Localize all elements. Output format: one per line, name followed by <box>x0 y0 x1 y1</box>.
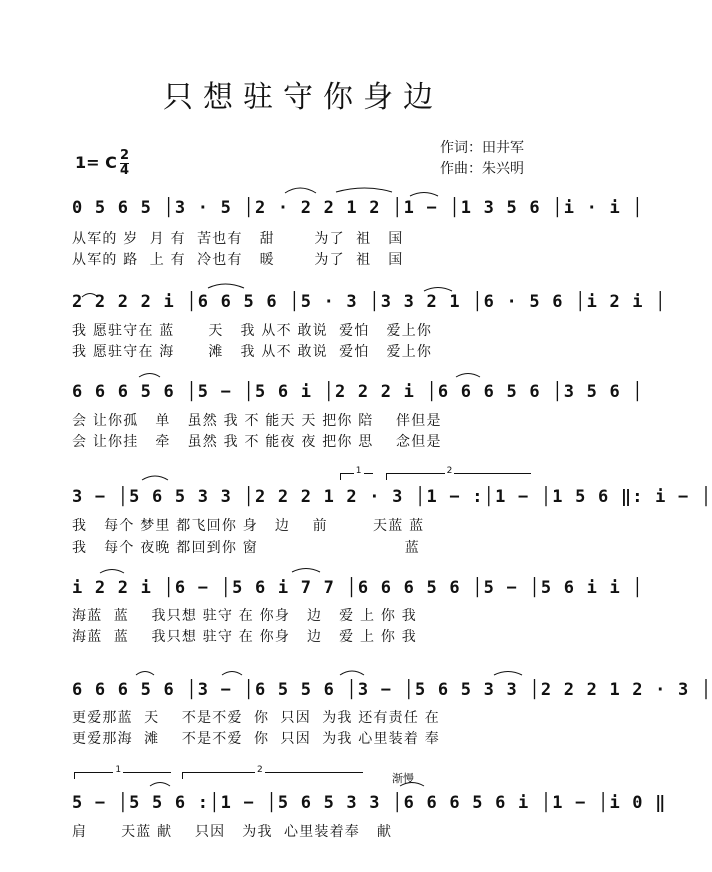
time-signature-bottom: 4 <box>120 163 130 178</box>
lyric-verse-2: 海蓝 蓝 我只想 驻守 在 你身 边 爱 上 你 我 <box>72 629 417 645</box>
time-signature <box>120 149 129 177</box>
first-ending-number: 1 <box>115 765 122 775</box>
composer: 作曲：朱兴明 <box>440 161 524 177</box>
lyric-verse-1: 肩 天蓝 献 只因 为我 心里装着奉 献 <box>72 824 393 840</box>
notes-line: 3 − │5 6 5 3 3 │2 2 2 1 2 · 3 │1 − :│1 − │1 5 6 ‖: i − │ <box>72 487 712 507</box>
lyric-verse-1: 我 愿驻守在 蓝 天 我 从不 敢说 爱怕 爱上你 <box>72 323 433 339</box>
slur <box>424 288 452 292</box>
slur <box>136 672 154 676</box>
slur <box>142 476 168 480</box>
notes-line: i 2 2 i │6 − │5 6 i 7 7 │6 6 6 5 6 │5 − │5 6 i i │ <box>72 578 644 598</box>
lyric-verse-2: 从军的 路 上 有 冷也有 暖 为了 祖 国 <box>72 252 404 268</box>
second-ending-number: 2 <box>257 765 263 775</box>
lyric-verse-1: 会 让你孤 单 虽然 我 不 能天 天 把你 陪 伴但是 <box>72 413 442 429</box>
notes-line: 2 2 2 2 i │6 6 5 6 │5 · 3 │3 3 2 1 │6 · 5 6 │i 2 i │ <box>72 292 667 312</box>
slur <box>292 569 320 573</box>
first-ending-number: 1 <box>355 466 362 476</box>
lyric-verse-1: 从军的 岁 月 有 苦也有 甜 为了 祖 国 <box>72 231 404 247</box>
song-title: 只想驻守你身边 <box>163 80 443 115</box>
notes-line: 6 6 6 5 6 │3 − │6 5 5 6 │3 − │5 6 5 3 3 │2 2 2 1 2 · 3 │ <box>72 680 712 700</box>
slur <box>340 671 364 675</box>
lyric-verse-1: 我 每个 梦里 都飞回你 身 边 前 天蓝 蓝 <box>72 518 425 534</box>
lyric-verse-2: 我 每个 夜晚 都回到你 窗 蓝 <box>72 540 421 556</box>
first-ending-bracket <box>340 466 373 480</box>
slur <box>410 193 438 197</box>
slur <box>150 783 170 787</box>
notes-line: 6 6 6 5 6 │5 − │5 6 i │2 2 2 i │6 6 6 5 6 │3 5 6 │ <box>72 382 644 402</box>
slur <box>494 672 522 676</box>
second-ending-bracket <box>182 765 363 779</box>
time-signature-top: 2 <box>120 148 130 163</box>
lyric-verse-2: 更爱那海 滩 不是不爱 你 只因 为我 心里装着 奉 <box>72 731 440 747</box>
slur <box>456 374 480 378</box>
lyric-verse-2: 会 让你挂 牵 虽然 我 不 能夜 夜 把你 思 念但是 <box>72 434 442 450</box>
lyric-verse-1: 更爱那蓝 天 不是不爱 你 只因 为我 还有责任 在 <box>72 710 440 726</box>
slur <box>285 188 316 193</box>
slur <box>100 570 124 574</box>
lyricist: 作词：田井军 <box>440 140 524 156</box>
second-ending-number: 2 <box>446 466 453 476</box>
slur <box>139 374 160 378</box>
slur <box>336 188 392 192</box>
notes-line: 5 − │5 5 6 :│1 − │5 6 5 3 3 │6 6 6 5 6 i │1 − │i 0 ‖ <box>72 793 667 813</box>
lyric-verse-1: 海蓝 蓝 我只想 驻守 在 你身 边 爱 上 你 我 <box>72 608 417 624</box>
first-ending-bracket <box>74 765 171 779</box>
notes-line: 0 5 6 5 │3 · 5 │2 · 2 2 1 2 │1 − │1 3 5 6 │i · i │ <box>72 198 644 218</box>
tempo-mark: 渐慢 <box>392 772 414 785</box>
slur <box>208 284 244 288</box>
key-signature: 1= C <box>75 153 117 172</box>
second-ending-bracket <box>386 466 531 480</box>
lyric-verse-2: 我 愿驻守在 海 滩 我 从不 敢说 爱怕 爱上你 <box>72 344 433 360</box>
slur <box>222 672 242 676</box>
credits <box>440 138 524 180</box>
